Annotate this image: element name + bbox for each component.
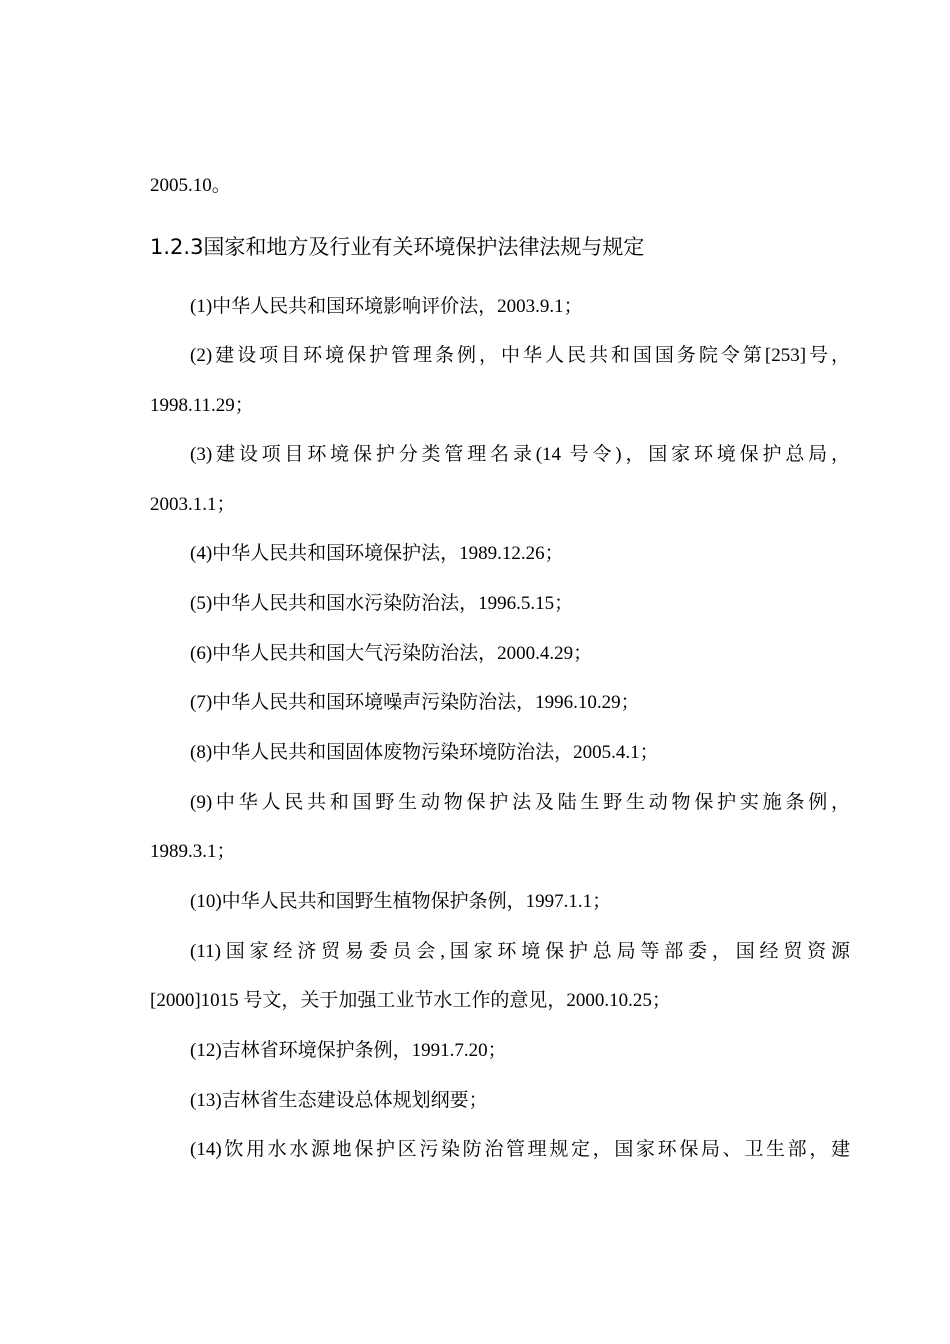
list-item-3: (3)建设项目环境保护分类管理名录(14 号令)，国家环境保护总局，	[190, 444, 850, 465]
list-item-7: (7)中华人民共和国环境噪声污染防治法，1996.10.29；	[190, 692, 640, 713]
list-item-11: (11)国家经济贸易委员会,国家环境保护总局等部委，国经贸资源	[190, 941, 850, 962]
list-item-3-continuation: 2003.1.1；	[150, 494, 236, 515]
list-item-12: (12)吉林省环境保护条例，1991.7.20；	[190, 1040, 507, 1061]
list-item-6: (6)中华人民共和国大气污染防治法，2000.4.29；	[190, 643, 593, 664]
list-item-2-continuation: 1998.11.29；	[150, 395, 254, 416]
list-item-11-continuation: [2000]1015 号文，关于加强工业节水工作的意见，2000.10.25；	[150, 990, 671, 1011]
list-item-5: (5)中华人民共和国水污染防治法，1996.5.15；	[190, 593, 574, 614]
list-item-4: (4)中华人民共和国环境保护法，1989.12.26；	[190, 543, 564, 564]
list-item-2: (2)建设项目环境保护管理条例，中华人民共和国国务院令第[253]号，	[190, 345, 850, 366]
list-item-8: (8)中华人民共和国固体废物污染环境防治法，2005.4.1；	[190, 742, 659, 763]
continuation-text: 2005.10。	[150, 175, 231, 196]
section-heading: 1.2.3国家和地方及行业有关环境保护法律法规与规定	[150, 235, 645, 259]
list-item-14: (14)饮用水水源地保护区污染防治管理规定，国家环保局、卫生部，建	[190, 1139, 850, 1160]
list-item-9: (9)中华人民共和国野生动物保护法及陆生野生动物保护实施条例，	[190, 792, 850, 813]
list-item-13: (13)吉林省生态建设总体规划纲要；	[190, 1090, 488, 1111]
list-item-10: (10)中华人民共和国野生植物保护条例，1997.1.1；	[190, 891, 612, 912]
list-item-1: (1)中华人民共和国环境影响评价法，2003.9.1；	[190, 296, 583, 317]
list-item-9-continuation: 1989.3.1；	[150, 841, 236, 862]
